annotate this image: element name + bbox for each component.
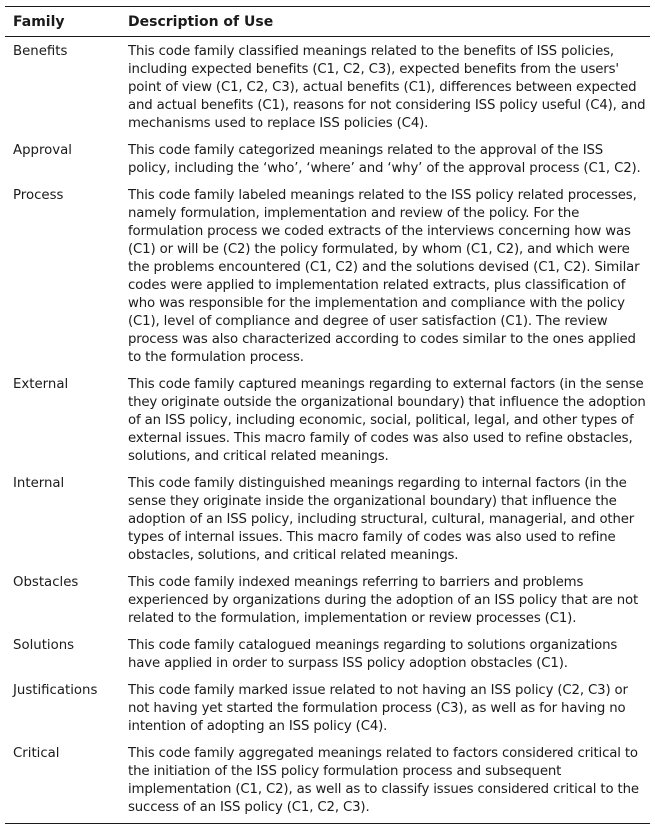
description-cell: This code family classified meanings related to the benefits of ISS policies, including expected benefits (C1, C2, C3), expected benefits from the users' point of view (C1, C2, C3), actual benefits (C1), differences between expected and actual benefits (C1), reasons for not considering ISS policy useful (C4), and mechanisms used to replace ISS policies (C4). bbox=[128, 44, 646, 131]
family-cell: Solutions bbox=[13, 638, 75, 653]
family-cell: Obstacles bbox=[13, 575, 79, 590]
header-description: Description of Use bbox=[128, 14, 274, 30]
description-cell: This code family marked issue related to not having an ISS policy (C2, C3) or not having yet started the formulation process (C3), as well as for having no intention of adopting an ISS policy (C4). bbox=[128, 683, 628, 734]
table-row bbox=[5, 682, 650, 736]
description-cell: This code family captured meanings regarding to external factors (in the sense they originate outside the organizational boundary) that influence the adoption of an ISS policy, including economic, social, political, legal, and other types of external issues. This macro family of codes was also used to refine obstacles, solutions, and critical related meanings. bbox=[128, 377, 646, 464]
table-row bbox=[5, 574, 650, 628]
table-header-row bbox=[5, 7, 650, 37]
family-cell: External bbox=[13, 377, 69, 392]
description-cell: This code family labeled meanings related to the ISS policy related processes, namely formulation, implementation and review of the policy. For the formulation process we coded extracts of the interviews concerning how was (C1) or will be (C2) the policy formulated, by whom (C1, C2), and which were the problems encountered (C1, C2) and the solutions devised (C1, C2). Similar codes were applied to implementation related extracts, plus classification of who was responsible for the implementation and compliance with the policy (C1), level of compliance and degree of user satisfaction (C1). The review process was also characterized according to codes similar to the ones applied to the formulation process. bbox=[128, 188, 640, 365]
family-cell: Justifications bbox=[13, 683, 98, 698]
family-cell: Internal bbox=[13, 476, 65, 491]
description-cell: This code family categorized meanings related to the approval of the ISS policy, including the ‘who’, ‘where’ and ‘why’ of the approval process (C1, C2). bbox=[128, 143, 641, 176]
description-cell: This code family distinguished meanings regarding to internal factors (in the sense they originate inside the organizational boundary) that influence the adoption of an ISS policy, including structural, cultural, managerial, and other types of internal issues. This macro family of codes was also used to refine obstacles, solutions, and critical related meanings. bbox=[128, 476, 635, 563]
table-row bbox=[5, 376, 650, 466]
table-row bbox=[5, 43, 650, 133]
family-cell: Critical bbox=[13, 746, 60, 761]
table-row bbox=[5, 187, 650, 367]
description-cell: This code family indexed meanings referring to barriers and problems experienced by organizations during the adoption of an ISS policy that are not related to the formulation, implementation or review processes (C1). bbox=[128, 575, 639, 626]
header-family: Family bbox=[13, 14, 65, 30]
family-cell: Benefits bbox=[13, 44, 68, 59]
table-row bbox=[5, 142, 650, 178]
table-row bbox=[5, 745, 650, 817]
code-family-table bbox=[5, 6, 650, 824]
table-body bbox=[5, 37, 650, 823]
table-bottom-rule bbox=[5, 823, 650, 824]
family-cell: Process bbox=[13, 188, 64, 203]
family-cell: Approval bbox=[13, 143, 72, 158]
description-cell: This code family aggregated meanings related to factors considered critical to the initiation of the ISS policy formulation process and subsequent implementation (C1, C2), as well as to classify issues considered critical to the success of an ISS policy (C1, C2, C3). bbox=[128, 746, 639, 815]
table-row bbox=[5, 475, 650, 565]
table-row bbox=[5, 637, 650, 673]
description-cell: This code family catalogued meanings regarding to solutions organizations have applied in order to surpass ISS policy adoption obstacles (C1). bbox=[128, 638, 618, 671]
